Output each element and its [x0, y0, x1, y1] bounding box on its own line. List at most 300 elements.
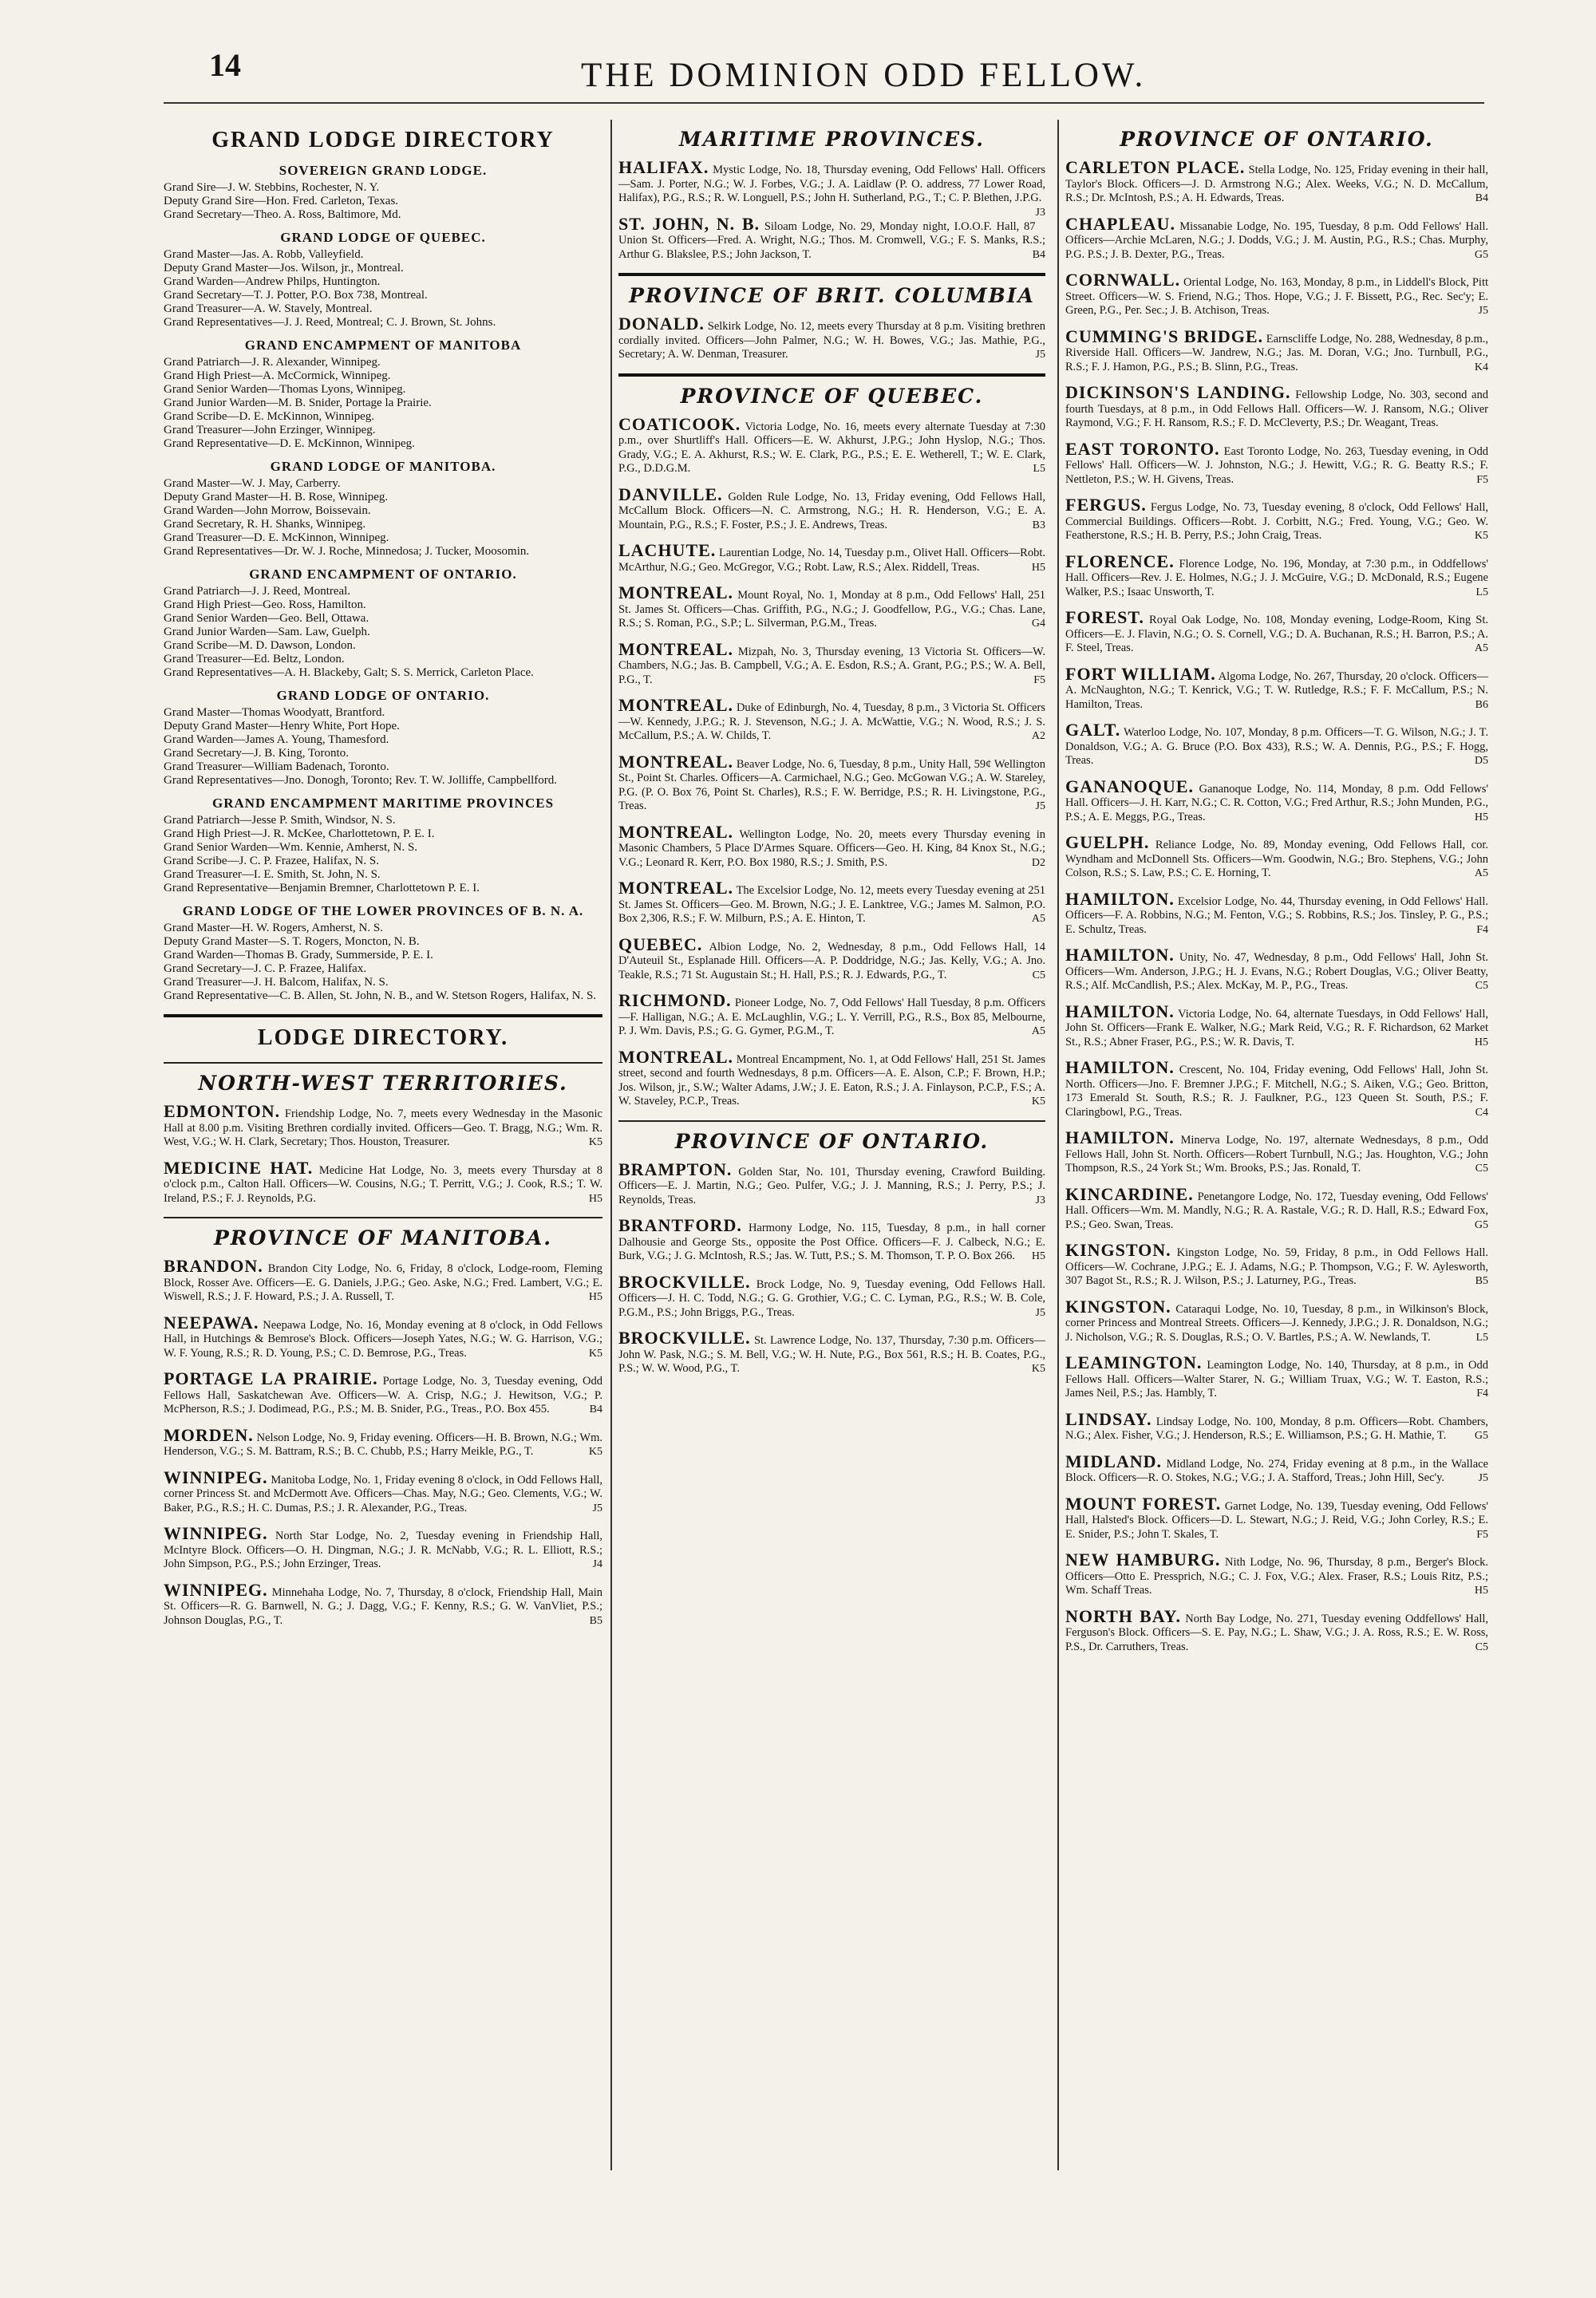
lodge-code: H5 [1031, 561, 1045, 574]
lodge-code: K5 [1031, 1363, 1045, 1375]
lodge-entry [1065, 607, 1488, 656]
lodge-town: HAMILTON. [1065, 1127, 1175, 1147]
lodge-details: Penetangore Lodge, No. 172, Tuesday evening, Odd Fellows' Hall. Officers—Wm. M. Mandly, N.G.; R. A. Rastale, V.G.; R. D. Hall, R.S.; Edward Fox, P.S.; Geo. Swan, Treas. [1065, 1190, 1488, 1231]
lodge-code: A5 [1031, 1025, 1045, 1037]
grand-lodge-name: GRAND LODGE OF THE LOWER PROVINCES OF B. N. A. [182, 903, 584, 918]
grand-lodge-block [164, 903, 602, 1003]
officer-line: Grand Scribe—M. D. Dawson, London. [164, 639, 356, 652]
lodge-entry [1065, 1451, 1488, 1486]
officer-line: Grand Representatives—Dr. W. J. Roche, Minnedosa; J. Tucker, Moosomin. [164, 545, 530, 558]
lodge-code: C4 [1475, 1106, 1488, 1119]
lodge-details: Nith Lodge, No. 96, Thursday, 8 p.m., Berger's Block. Officers—Otto E. Pressprich, N.G.; C. J. Fox, V.G.; Alex. Fraser, R.S.; Louis Ritz, P.S.; Wm. Schaff Treas. [1065, 1556, 1488, 1597]
officer-line: Grand Patriarch—Jesse P. Smith, Windsor, N. S. [164, 814, 396, 827]
lodge-town: BRANTFORD. [618, 1215, 742, 1235]
section-rule [164, 1217, 602, 1218]
lodge-details: St. Lawrence Lodge, No. 137, Thursday, 7:30 p.m. Officers—John W. Pask, N.G.; S. M. Bell, V.G.; W. H. Nute, P.G., Box 561, R.S.; H. B. Coates, P.G., P.S.; W. W. Wood, P.G., T. [618, 1334, 1045, 1375]
lodge-entry [164, 1312, 602, 1361]
lodge-code: J5 [592, 1502, 602, 1514]
lodge-town: HAMILTON. [1065, 888, 1175, 909]
lodge-details: Fellowship Lodge, No. 303, second and fourth Tuesdays, at 8 p.m., in Odd Fellows Hall. Officers—W. J. Ransom, N.G.; Oliver Raymond, V.G.; F. H. Ransom, R.S.; F. D. McCleverty, P.S.; Dr. Weagant, Treas. [1065, 389, 1488, 429]
lodge-code: B4 [1032, 248, 1045, 261]
lodge-code: F5 [1476, 473, 1488, 486]
lodge-town: COATICOOK. [618, 413, 741, 434]
lodge-entry [618, 413, 1045, 476]
officer-line: Grand Treasurer—William Badenach, Toronto. [164, 760, 389, 773]
lodge-code: F5 [1033, 673, 1045, 686]
lodge-code: J5 [1035, 800, 1045, 812]
lodge-details: Neepawa Lodge, No. 16, Monday evening at 8 o'clock, in Odd Fellows Hall, in Hutchings & Bemrose's Block. Officers—Joseph Yates, N.G.; W. G. Harrison, V.G.; W. F. Young, R.S.; R. D. Young, P.S.; C. D. Bemrose, P.G., Treas. [164, 1318, 602, 1360]
lodge-entry [164, 1157, 602, 1206]
lodge-code: J5 [1478, 305, 1488, 317]
lodge-details: Reliance Lodge, No. 89, Monday evening, Odd Fellows Hall, cor. Wyndham and McDonnell Sts. Officers—Wm. Goodwin, N.G.; Bro. Stephens, V.G.; John Colson, R.S.; S. Law, P.S.; C. E. Horning, T. [1065, 839, 1488, 879]
maritime-title: MARITIME PROVINCES. [679, 128, 985, 151]
lodge-town: FLORENCE. [1065, 551, 1175, 571]
lodge-entry [1065, 945, 1488, 993]
lodge-town: KINGSTON. [1065, 1240, 1171, 1260]
officer-line: Grand Treasurer—D. E. McKinnon, Winnipeg. [164, 531, 389, 544]
page-number: 14 [209, 47, 241, 83]
lodge-town: DANVILLE. [618, 484, 723, 504]
officer-line: Grand Secretary—J. B. King, Toronto. [164, 747, 349, 760]
lodge-code: D5 [1474, 755, 1488, 767]
lodge-code: F5 [1476, 1528, 1488, 1541]
officer-line: Deputy Grand Master—Henry White, Port Hope. [164, 720, 400, 732]
ontario-lodge-list [1065, 157, 1488, 1654]
lodge-code: F4 [1476, 1388, 1488, 1400]
lodge-details: Cataraqui Lodge, No. 10, Tuesday, 8 p.m., in Wilkinson's Block, corner Princess and Montreal Streets. Officers—J. Kennedy, J.P.G.; J. R. Donaldson, N.G.; J. Nicholson, V.G.; R. S. Douglas, R.S.; O. V. Bartles, P.S.; A. W. Newlands, T. [1065, 1302, 1488, 1344]
lodge-details: Duke of Edinburgh, No. 4, Tuesday, 8 p.m., 3 Victoria St. Officers—W. Kennedy, J.P.G.; R. J. Stevenson, N.G.; J. A. McWattie, V.G.; N. Wood, R.S.; J. S. McCallum, P.S.; A. W. Childs, T. [618, 701, 1045, 742]
officer-line: Grand Treasurer—A. W. Stavely, Montreal. [164, 302, 373, 315]
lodge-entry [618, 1328, 1045, 1376]
lodge-details: Laurentian Lodge, No. 14, Tuesday p.m., Olivet Hall. Officers—Robt. McArthur, N.G.; Geo. McGregor, V.G.; Robt. Law, R.S.; Alex. Riddell, Treas. [618, 547, 1045, 574]
ontario-lodge-list [618, 1159, 1045, 1376]
officer-line: Grand High Priest—Geo. Ross, Hamilton. [164, 598, 366, 611]
lodge-details: Royal Oak Lodge, No. 108, Monday evening, Lodge-Room, King St. Officers—E. J. Flavin, N.G.; O. S. Cornell, V.G.; D. A. Buchanan, R.S.; H. Barron, P.S.; A. F. Steel, Treas. [1065, 614, 1488, 654]
lodge-town: HAMILTON. [1065, 945, 1175, 965]
lodge-entry [1065, 1352, 1488, 1401]
section-rule [618, 1120, 1045, 1122]
officer-line: Grand Patriarch—J. R. Alexander, Winnipeg. [164, 356, 381, 369]
lodge-entry [164, 1467, 602, 1516]
grand-lodge-block [164, 163, 602, 222]
manitoba-title: PROVINCE OF MANITOBA. [214, 1226, 552, 1250]
lodge-town: NEW HAMBURG. [1065, 1550, 1221, 1570]
lodge-details: Oriental Lodge, No. 163, Monday, 8 p.m., in Liddell's Block, Pitt Street. Officers—W. S. Friend, N.G.; Thos. Hope, V.G.; J. F. Bissett, P.G., Rec. Sec'y; E. Green, P.G., Per. Sec.; J. B. Atchison, Treas. [1065, 276, 1488, 317]
lodge-entry [1065, 776, 1488, 825]
lodge-entry [1065, 720, 1488, 768]
lodge-entry [618, 990, 1045, 1039]
lodge-town: GALT. [1065, 720, 1121, 740]
grand-lodge-name: GRAND ENCAMPMENT OF MANITOBA [244, 338, 522, 353]
lodge-entry [1065, 1550, 1488, 1598]
lodge-entry [1065, 270, 1488, 318]
officer-line: Grand Senior Warden—Thomas Lyons, Winnipeg. [164, 383, 406, 396]
lodge-code: H5 [1474, 1585, 1488, 1597]
quebec-title: PROVINCE OF QUEBEC. [680, 384, 984, 408]
lodge-entry [1065, 213, 1488, 263]
grand-lodge-name: SOVEREIGN GRAND LODGE. [279, 163, 488, 178]
lodge-details: Harmony Lodge, No. 115, Tuesday, 8 p.m., in hall corner Dalhousie and George Sts., opposite the Post Office. Officers—F. J. Calbeck, N.G.; E. Burk, V.G.; J. G. McIntosh, R.S.; Jas. W. Tutt, P.S.; S. M. Thomson, T. P. O. Box 266. [618, 1222, 1045, 1262]
officer-line: Grand Secretary—T. J. Potter, P.O. Box 738, Montreal. [164, 289, 428, 302]
lodge-details: Albion Lodge, No. 2, Wednesday, 8 p.m., Odd Fellows Hall, 14 D'Auteuil St., Esplanade Hill. Officers—A. P. Doddridge, N.G.; Jas. Kelly, V.G.; A. Jno. Teakle, R.S.; 71 St. Augustain St.; H. Hall, P.S.; R. J. Edwards, P.G., T. [618, 940, 1045, 981]
lodge-details: Friendship Lodge, No. 7, meets every Wednesday in the Masonic Hall at 8.00 p.m. Visiting Brethren cordially invited. Officers—Geo. T. Bragg, N.G.; Wm. R. West, V.G.; W. H. Clark, Secretary; Thos. Houston, Treasurer. [164, 1108, 602, 1148]
lodge-entry [618, 751, 1045, 814]
column-left [164, 120, 602, 2282]
lodge-code: C5 [1475, 980, 1488, 992]
lodge-code: K5 [1474, 530, 1488, 542]
lodge-entry [1065, 326, 1488, 375]
lodge-entry [618, 213, 1045, 263]
lodge-entry [164, 1256, 602, 1305]
header-rule [164, 102, 1484, 104]
lodge-town: MIDLAND. [1065, 1451, 1163, 1471]
lodge-code: K5 [588, 1446, 602, 1458]
lodge-entry [618, 934, 1045, 983]
lodge-entry [1065, 888, 1488, 938]
lodge-entry [618, 878, 1045, 926]
lodge-details: Kingston Lodge, No. 59, Friday, 8 p.m., in Odd Fellows Hall. Officers—W. Cochrane, J.P.G.; E. J. Adams, N.G.; P. Thompson, V.G.; F. W. Aylesworth, 307 Bagot St., R.S.; R. J. Wilson, P.S.; J. Laturney, P.G., Treas. [1065, 1246, 1488, 1287]
officer-line: Grand Treasurer—John Erzinger, Winnipeg. [164, 424, 376, 436]
lodge-town: MOUNT FOREST. [1065, 1493, 1222, 1514]
bc-title: PROVINCE OF BRIT. COLUMBIA [629, 284, 1035, 307]
lodge-code: L5 [1476, 586, 1488, 598]
bc-lodge-list [618, 314, 1045, 362]
officer-line: Grand Representatives—A. H. Blackeby, Galt; S. S. Merrick, Carleton Place. [164, 666, 534, 679]
lodge-details: Waterloo Lodge, No. 107, Monday, 8 p.m. Officers—T. G. Wilson, N.G.; J. T. Donaldson, V.G.; A. G. Bruce (P.O. Box 433), R.S.; W. A. Dennis, P.G., P.S.; F. Hogg, Treas. [1065, 726, 1488, 767]
officer-line: Grand Treasurer—Ed. Beltz, London. [164, 653, 345, 665]
lodge-details: Mystic Lodge, No. 18, Thursday evening, Odd Fellows' Hall. Officers—Sam. J. Porter, N.G.; W. J. Forbes, V.G.; J. A. Laidlaw (P. O. address, 77 Lower Road, Halifax), P.G., R.S.; R. W. Longuell, P.S.; John H. Sutherland, P.G., T.; C. P. Blethen, J.P.G. [618, 164, 1045, 204]
lodge-code: J5 [1478, 1472, 1488, 1484]
officer-line: Grand Master—Thomas Woodyatt, Brantford. [164, 706, 385, 719]
lodge-code: H5 [1031, 1250, 1045, 1262]
section-rule [164, 1062, 602, 1064]
lodge-entry [618, 1046, 1045, 1109]
officer-line: Deputy Grand Master—S. T. Rogers, Moncton, N. B. [164, 935, 420, 948]
nwt-lodge-list [164, 1101, 602, 1206]
lodge-town: MEDICINE HAT. [164, 1157, 314, 1178]
lodge-code: B4 [1475, 192, 1488, 204]
officer-line: Deputy Grand Master—Jos. Wilson, jr., Montreal. [164, 262, 404, 274]
officer-line: Grand Representatives—Jno. Donogh, Toronto; Rev. T. W. Jolliffe, Campbellford. [164, 774, 558, 787]
lodge-town: LINDSAY. [1065, 1408, 1152, 1429]
lodge-code: C5 [1475, 1641, 1488, 1653]
lodge-town: LEAMINGTON. [1065, 1352, 1203, 1372]
lodge-entry [1065, 663, 1488, 713]
lodge-details: Midland Lodge, No. 274, Friday evening at 8 p.m., in the Wallace Block. Officers—R. O. Stokes, N.G.; V.G.; J. A. Stafford, Treas.; John Hill, Sec'y. [1065, 1457, 1488, 1484]
officer-line: Grand Master—W. J. May, Carberry. [164, 477, 341, 490]
lodge-town: LACHUTE. [618, 540, 717, 560]
officer-line: Grand Senior Warden—Geo. Bell, Ottawa. [164, 612, 369, 625]
lodge-code: D2 [1031, 856, 1045, 869]
grand-lodge-block [164, 796, 602, 895]
lodge-entry [164, 1368, 602, 1417]
grand-lodge-block [164, 230, 602, 330]
officer-line: Grand Representative—D. E. McKinnon, Winnipeg. [164, 437, 415, 450]
officer-line: Grand Representative—C. B. Allen, St. John, N. B., and W. Stetson Rogers, Halifax, N. S. [164, 989, 597, 1002]
lodge-directory-title: LODGE DIRECTORY. [257, 1025, 509, 1050]
lodge-town: DONALD. [618, 314, 705, 334]
lodge-town: MONTREAL. [618, 582, 734, 602]
lodge-town: MONTREAL. [618, 751, 734, 772]
lodge-details: Portage Lodge, No. 3, Tuesday evening, Odd Fellows Hall, Saskatchewan Ave. Officers—W. A. Crisp, N.G.; J. Hewitson, V.G.; P. McPherson, R.S.; J. Dodimead, P.G., P.S.; M. B. Snider, P.G., Treas., P.O. Box 455. [164, 1375, 602, 1416]
lodge-entry [1065, 382, 1488, 431]
quebec-lodge-list [618, 413, 1045, 1109]
officer-line: Grand Warden—John Morrow, Boissevain. [164, 504, 371, 517]
lodge-town: MORDEN. [164, 1424, 254, 1445]
lodge-details: Mount Royal, No. 1, Monday at 8 p.m., Odd Fellows' Hall, 251 St. James St. Officers—Chas. Griffith, P.G., N.G.; J. Goodfellow, P.G., V.G.; Chas. Lane, R.S.; S. Roman, P.G., S.P.; L. Silverman, P.G.M., Treas. [618, 589, 1045, 630]
officer-line: Grand High Priest—J. R. McKee, Charlottetown, P. E. I. [164, 827, 435, 840]
lodge-code: A5 [1474, 867, 1488, 879]
lodge-code: L5 [1033, 463, 1045, 475]
grand-lodge-directory-title: GRAND LODGE DIRECTORY [211, 128, 555, 152]
officer-line: Grand High Priest—A. McCormick, Winnipeg. [164, 369, 391, 382]
lodge-code: G4 [1031, 618, 1045, 630]
lodge-details: Minerva Lodge, No. 197, alternate Wednesdays, 8 p.m., Odd Fellows Hall, John St. North. Officers—Robert Turnbull, N.G.; Jas. Houghton, V.G.; John Thompson, R.S., 24 York St.; Wm. Brooks, P.S.; Jas. Ronald, T. [1065, 1134, 1488, 1175]
lodge-code: G5 [1474, 1430, 1488, 1442]
lodge-code: H5 [1474, 1036, 1488, 1048]
lodge-entry [164, 1101, 602, 1150]
lodge-town: CUMMING'S BRIDGE. [1065, 326, 1264, 346]
lodge-details: North Star Lodge, No. 2, Tuesday evening in Friendship Hall, McIntyre Block. Officers—O. H. Dingman, N.G.; J. R. McNabb, V.G.; R. L. Elliott, R.S.; John Simpson, P.G., P.S.; John Erzinger, Treas. [164, 1530, 602, 1570]
grand-lodge-name: GRAND LODGE OF MANITOBA. [270, 459, 496, 474]
lodge-details: Leamington Lodge, No. 140, Thursday, at 8 p.m., in Odd Fellows Hall. Officers—Walter Starer, N. G.; William Truax, V.G.; W. T. Easton, R.S.; James Neil, P.S.; Jas. Hambly, T. [1065, 1359, 1488, 1400]
lodge-code: B5 [1475, 1275, 1488, 1287]
lodge-code: A5 [1474, 642, 1488, 654]
lodge-entry [618, 695, 1045, 744]
lodge-town: WINNIPEG. [164, 1523, 268, 1543]
lodge-town: MONTREAL. [618, 878, 734, 898]
lodge-details: Montreal Encampment, No. 1, at Odd Fellows' Hall, 251 St. James street, second and fourth Wednesdays, 8 p.m. Officers—A. E. Alson, C.P.; F. Brown, H.P.; Jos. Wilson, jr., S.W.; Walter Adams, J.W.; J. E. Eaton, R.S.; J. A. Finlayson, P.C.P., F.S.; A. W. Staveley, P.C.P., Treas. [618, 1052, 1045, 1108]
officer-line: Grand Junior Warden—Sam. Law, Guelph. [164, 626, 370, 638]
lodge-entry [1065, 1296, 1488, 1345]
lodge-entry [164, 1424, 602, 1459]
lodge-town: CHAPLEAU. [1065, 213, 1175, 234]
lodge-entry [618, 821, 1045, 871]
lodge-details: North Bay Lodge, No. 271, Tuesday evening Oddfellows' Hall, Ferguson's Block. Officers—S. E. Pay, N.G.; L. Shaw, V.G.; J. A. Ross, R.S.; E. W. Ross, P.S., Dr. Carruthers, Treas. [1065, 1612, 1488, 1653]
lodge-details: Unity, No. 47, Wednesday, 8 p.m., Odd Fellows' Hall, John St. Officers—Wm. Anderson, J.P.G.; H. J. Evans, N.G.; Robert Douglas, V.G.; Oliver Beatty, R.S.; Alf. McCandlish, P.S.; Alex. McKay, M. P., P.G., Treas. [1065, 951, 1488, 992]
lodge-details: Victoria Lodge, No. 16, meets every alternate Tuesday at 7:30 p.m., over Shurtliff's Hall. Officers—E. W. Akhurst, J.P.G.; John Hyslop, N.G.; Thos. Grady, V.G.; E. A. Akhurst, R.S.; W. E. Clark, P.G., P.S.; E. E. Wetherell, T.; W. E. Clark, P.G., D.D.G.M. [618, 420, 1045, 475]
lodge-town: GANANOQUE. [1065, 776, 1194, 796]
lodge-town: HAMILTON. [1065, 1001, 1175, 1021]
lodge-town: WINNIPEG. [164, 1467, 268, 1487]
lodge-details: Golden Rule Lodge, No. 13, Friday evening, Odd Fellows Hall, McCallum Block. Officers—N. C. Armstrong, N.G.; H. R. Henderson, V.G.; E. A. Mountain, P.G., R.S.; F. Foster, P.S.; J. E. Andrews, Treas. [618, 490, 1045, 531]
lodge-entry [1065, 157, 1488, 206]
officer-line: Grand Warden—Andrew Philps, Huntington. [164, 275, 381, 288]
grand-lodge-name: GRAND ENCAMPMENT MARITIME PROVINCES [211, 796, 555, 811]
column-divider [1057, 120, 1059, 2170]
lodge-town: BRAMPTON. [618, 1159, 733, 1179]
lodge-town: WINNIPEG. [164, 1579, 268, 1600]
lodge-town: ST. JOHN, N. B. [618, 213, 760, 234]
officer-line: Deputy Grand Sire—Hon. Fred. Carleton, Texas. [164, 195, 399, 207]
lodge-town: KINCARDINE. [1065, 1183, 1194, 1204]
lodge-entry [1065, 1408, 1488, 1443]
lodge-code: H5 [1474, 811, 1488, 823]
lodge-entry [1065, 438, 1488, 488]
lodge-details: Brock Lodge, No. 9, Tuesday evening, Odd Fellows Hall. Officers—J. H. C. Todd, N.G.; G. G. Grothier, V.G.; C. C. Lyman, P.G., R.S.; W. B. Cole, P.G.M., P.S.; John Briggs, P.G., Treas. [618, 1277, 1045, 1319]
lodge-town: BROCKVILLE. [618, 1328, 751, 1348]
lodge-town: MONTREAL. [618, 1046, 734, 1067]
lodge-code: K5 [588, 1136, 602, 1148]
lodge-code: J3 [1035, 206, 1045, 219]
officer-line: Grand Secretary—J. C. P. Frazee, Halifax. [164, 962, 367, 975]
manitoba-lodge-list [164, 1256, 602, 1628]
lodge-town: DICKINSON'S LANDING. [1065, 382, 1291, 402]
section-rule [618, 373, 1045, 377]
lodge-details: Earnscliffe Lodge, No. 288, Wednesday, 8 p.m., Riverside Hall. Officers—W. Jandrew, N.G.; Jas. M. Doran, V.G.; Jno. Turnbull, P.G., R.S.; F. J. Hamon, P.G., P.S.; B. Slinn, P.G., Treas. [1065, 332, 1488, 373]
officer-line: Grand Patriarch—J. J. Reed, Montreal. [164, 585, 351, 598]
lodge-details: Brandon City Lodge, No. 6, Friday, 8 o'clock, Lodge-room, Fleming Block, Rosser Ave. Officers—E. G. Daniels, J.P.G.; Geo. Aske, N.G.; Fred. Lambert, V.G.; E. Wiswell, R.S.; J. F. Howard, P.S.; J. A. Russell, T. [164, 1262, 602, 1303]
officer-line: Grand Master—H. W. Rogers, Amherst, N. S. [164, 922, 383, 934]
lodge-town: HALIFAX. [618, 157, 709, 177]
lodge-code: H5 [588, 1192, 602, 1205]
lodge-details: Fergus Lodge, No. 73, Tuesday evening, 8 o'clock, Odd Fellows' Hall, Commercial Buildings. Officers—Robt. J. Corbitt, N.G.; Fred. Young, V.G.; Geo. W. Featherstone, R.S.; H. B. Perry, P.S.; John Craig, Treas. [1065, 501, 1488, 542]
lodge-entry [618, 1215, 1045, 1264]
lodge-details: Medicine Hat Lodge, No. 3, meets every Thursday at 8 o'clock p.m., Calton Hall. Officers—W. Cousins, N.G.; T. Perritt, V.G.; J. Cook, R.S.; T. W. Ireland, P.S.; F. J. Reynolds, P.G. [164, 1163, 602, 1205]
lodge-code: A5 [1031, 913, 1045, 925]
lodge-details: Minnehaha Lodge, No. 7, Thursday, 8 o'clock, Friendship Hall, Main St. Officers—R. G. Barnwell, N. G.; J. Dagg, V.G.; F. Kenny, R.S.; G. W. VanVliet, P.S.; Johnson Douglas, P.G., T. [164, 1585, 602, 1627]
lodge-entry [1065, 1240, 1488, 1289]
lodge-details: Mizpah, No. 3, Thursday evening, 13 Victoria St. Officers—W. Chambers, N.G.; Jas. B. Campbell, V.G.; A. E. Esdon, R.S.; A. Grant, P.G.; P.S.; W. A. Bell, P.G., T. [618, 645, 1045, 686]
lodge-details: Selkirk Lodge, No. 12, meets every Thursday at 8 p.m. Visiting brethren cordially invited. Officers—John Palmer, N.G.; W. H. Bowes, V.G.; Jas. Mathie, P.G., Secretary; A. W. Denman, Treasurer. [618, 320, 1045, 361]
lodge-town: FERGUS. [1065, 495, 1147, 515]
lodge-details: Excelsior Lodge, No. 44, Thursday evening, in Odd Fellows' Hall. Officers—F. A. Robbins, N.G.; M. Fenton, V.G.; S. Robbins, R.S.; Jos. Tinsley, P. G., P.S.; E. Schultz, Treas. [1065, 894, 1488, 936]
maritime-lodge-list [618, 157, 1045, 262]
grand-lodge-name: GRAND LODGE OF QUEBEC. [280, 230, 486, 245]
lodge-details: Golden Star, No. 101, Thursday evening, Crawford Building. Officers—E. J. Martin, N.G.; Geo. Pulfer, V.G.; J. J. Manning, R.S.; J. Perry, P.S.; J. Reynolds, Treas. [618, 1165, 1045, 1206]
grand-lodge-list [164, 163, 602, 1003]
officer-line: Grand Secretary—Theo. A. Ross, Baltimore, Md. [164, 208, 401, 221]
lodge-entry [618, 157, 1045, 219]
lodge-code: B6 [1475, 698, 1488, 711]
column-right [1065, 120, 1488, 2282]
lodge-code: G5 [1474, 248, 1488, 261]
grand-lodge-block [164, 459, 602, 559]
section-rule [164, 1014, 602, 1017]
lodge-details: Lindsay Lodge, No. 100, Monday, 8 p.m. Officers—Robt. Chambers, N.G.; Alex. Fisher, V.G.; J. Henderson, R.S.; E. Williamson, P.S.; G. H. Mathie, T. [1065, 1415, 1488, 1442]
lodge-details: Garnet Lodge, No. 139, Tuesday evening, Odd Fellows' Hall, Halsted's Block. Officers—D. L. Stewart, N.G.; J. Reid, V.G.; John Corley, R.S.; E. E. Snider, P.S.; John T. Skales, T. [1065, 1499, 1488, 1541]
lodge-code: C5 [1032, 969, 1045, 981]
lodge-details: Wellington Lodge, No. 20, meets every Thursday evening in Masonic Chambers, 5 Place D'Armes Square. Officers—Geo. H. King, 84 Knox St., N.G.; V.G.; Leonard R. Kerr, P.O. Box 1980, R.S.; J. Smith, P.S. [618, 827, 1045, 869]
lodge-entry [618, 638, 1045, 688]
lodge-town: CORNWALL. [1065, 270, 1181, 290]
lodge-code: B5 [589, 1614, 602, 1627]
officer-line: Grand Treasurer—J. H. Balcom, Halifax, N. S. [164, 976, 389, 989]
lodge-entry [1065, 1605, 1488, 1655]
lodge-town: MONTREAL. [618, 695, 734, 715]
officer-line: Grand Junior Warden—M. B. Snider, Portage la Prairie. [164, 397, 432, 409]
lodge-details: Crescent, No. 104, Friday evening, Odd Fellows' Hall, John St. North. Officers—Jno. F. Bremner J.P.G.; F. Mitchell, N.G.; S. Aiken, V.G.; Geo. Britton, 173 Emerald St. South, R.S.; R. J. Faulkner, P.G., 123 Queen St. South, P.S.; F. Claringbowl, P.G., Treas. [1065, 1064, 1488, 1119]
lodge-town: MONTREAL. [618, 638, 734, 659]
grand-lodge-name: GRAND LODGE OF ONTARIO. [276, 688, 490, 703]
column-divider [610, 120, 612, 2170]
lodge-code: C5 [1475, 1163, 1488, 1175]
masthead-title: THE DOMINION ODD FELLOW. [581, 57, 1147, 94]
lodge-town: HAMILTON. [1065, 1057, 1175, 1077]
lodge-details: Gananoque Lodge, No. 114, Monday, 8 p.m. Odd Fellows' Hall. Officers—J. H. Karr, N.G.; C. R. Cotton, V.G.; Fred Arthur, R.S.; John Munden, P.G., P.S.; A. E. Meggs, P.G., Treas. [1065, 782, 1488, 823]
lodge-town: EDMONTON. [164, 1101, 281, 1121]
officer-line: Grand Master—Jas. A. Robb, Valleyfield. [164, 248, 364, 261]
lodge-code: L5 [1476, 1331, 1488, 1344]
officer-line: Grand Scribe—D. E. McKinnon, Winnipeg. [164, 410, 375, 423]
lodge-town: PORTAGE LA PRAIRIE. [164, 1368, 378, 1388]
lodge-town: FOREST. [1065, 607, 1144, 627]
lodge-code: K4 [1474, 361, 1488, 373]
lodge-code: B3 [1032, 519, 1045, 531]
lodge-code: K5 [588, 1347, 602, 1360]
lodge-entry [1065, 1183, 1488, 1233]
section-rule [618, 273, 1045, 276]
lodge-details: Missanabie Lodge, No. 195, Tuesday, 8 p.m. Odd Fellows' Hall. Officers—Archie McLaren, N.G.; J. Dodds, V.G.; J. M. Austin, P.G., R.S.; Chas. Murphy, P.G. P.S.; J. B. Dexter, P.G., Treas. [1065, 219, 1488, 261]
lodge-entry [618, 582, 1045, 631]
lodge-code: J5 [1035, 1306, 1045, 1319]
officer-line: Grand Representatives—J. J. Reed, Montreal; C. J. Brown, St. Johns. [164, 316, 496, 329]
lodge-entry [618, 314, 1045, 362]
lodge-town: KINGSTON. [1065, 1296, 1171, 1317]
lodge-town: FORT WILLIAM. [1065, 663, 1216, 684]
lodge-code: K5 [1031, 1096, 1045, 1108]
lodge-entry [1065, 495, 1488, 543]
lodge-details: Siloam Lodge, No. 29, Monday night, I.O.O.F. Hall, 87 Union St. Officers—Fred. A. Wright, N.G.; Thos. M. Cromwell, V.G.; F. S. Manks, R.S.; Arthur G. Blakslee, P.S.; John Jackson, T. [618, 219, 1045, 261]
lodge-code: J3 [1035, 1194, 1045, 1206]
grand-lodge-name: GRAND ENCAMPMENT OF ONTARIO. [249, 567, 517, 582]
lodge-town: RICHMOND. [618, 990, 732, 1010]
officer-line: Deputy Grand Master—H. B. Rose, Winnipeg. [164, 491, 389, 503]
lodge-town: BRANDON. [164, 1256, 263, 1276]
lodge-code: H5 [588, 1291, 602, 1303]
lodge-details: Florence Lodge, No. 196, Monday, at 7:30 p.m., in Oddfellows' Hall. Officers—Rev. J. E. Holmes, N.G.; J. J. McGuire, V.G.; D. McDonald, R.S.; Eugene Walker, P.S.; Isaac Unsworth, T. [1065, 557, 1488, 598]
lodge-entry [1065, 1127, 1488, 1176]
officer-line: Grand Sire—J. W. Stebbins, Rochester, N. Y. [164, 181, 380, 194]
column-middle [618, 120, 1045, 2282]
officer-line: Grand Scribe—J. C. P. Frazee, Halifax, N. S. [164, 855, 379, 867]
officer-line: Grand Warden—Thomas B. Grady, Summerside, P. E. I. [164, 949, 433, 961]
lodge-entry [1065, 551, 1488, 600]
lodge-entry [164, 1523, 602, 1572]
officer-line: Grand Warden—James A. Young, Thamesford. [164, 733, 389, 746]
lodge-entry [164, 1579, 602, 1629]
lodge-code: A2 [1031, 730, 1045, 742]
lodge-details: Algoma Lodge, No. 267, Thursday, 20 o'clock. Officers—A. McNaughton, N.G.; T. Kenrick, V.G.; T. W. Rutledge, R.S.; F. F. McCallum, P.S.; N. Hamilton, Treas. [1065, 669, 1488, 711]
ontario-title-middle: PROVINCE OF ONTARIO. [674, 1129, 990, 1153]
lodge-code: G5 [1474, 1218, 1488, 1231]
nwt-title: NORTH-WEST TERRITORIES. [198, 1072, 568, 1095]
lodge-town: NEEPAWA. [164, 1312, 259, 1333]
lodge-entry [618, 540, 1045, 574]
grand-lodge-block [164, 688, 602, 788]
lodge-details: Pioneer Lodge, No. 7, Odd Fellows' Hall Tuesday, 8 p.m. Officers—F. Halligan, N.G.; A. E. McLaughlin, V.G.; L. Y. Verrill, P.G., R.S., Box 85, Melbourne, P. J. Wm. Davis, P.S.; G. G. Gymer, P.G.M., T. [618, 997, 1045, 1037]
lodge-details: Victoria Lodge, No. 64, alternate Tuesdays, in Odd Fellows' Hall, John St. Officers—Frank E. Walker, N.G.; Mark Reid, V.G.; R. F. Richardson, 62 Market St., R.S.; Abner Fraser, P.G., P.S.; W. R. Davis, T. [1065, 1007, 1488, 1048]
lodge-details: The Excelsior Lodge, No. 12, meets every Tuesday evening at 251 St. James St. Officers—Geo. M. Brown, N.G.; J. E. Lanktree, V.G.; James M. Salmon, P.O. Box 2,306, R.S.; F. W. Milburn, P.S.; A. E. Hinton, T. [618, 884, 1045, 925]
lodge-code: B4 [589, 1404, 602, 1416]
officer-line: Grand Secretary, R. H. Shanks, Winnipeg. [164, 518, 366, 531]
lodge-details: Nelson Lodge, No. 9, Friday evening. Officers—H. B. Brown, N.G.; Wm. Henderson, V.G.; S. M. Battram, R.S.; B. C. Chubb, P.S.; Harry Meikle, P.G., T. [164, 1431, 602, 1458]
lodge-town: EAST TORONTO. [1065, 438, 1220, 459]
lodge-code: J5 [1035, 349, 1045, 361]
lodge-code: F4 [1476, 923, 1488, 936]
lodge-details: Stella Lodge, No. 125, Friday evening in their hall, Taylor's Block. Officers—J. D. Armstrong N.G.; Alex. Weeks, V.G.; N. D. McCallum, R.S.; Dr. McIntosh, P.S.; A. H. Edwards, Treas. [1065, 164, 1488, 204]
lodge-entry [1065, 1057, 1488, 1119]
ontario-title-right: PROVINCE OF ONTARIO. [1120, 128, 1434, 151]
lodge-entry [618, 1159, 1045, 1208]
lodge-entry [1065, 1493, 1488, 1542]
lodge-town: BROCKVILLE. [618, 1271, 751, 1292]
lodge-entry [1065, 1001, 1488, 1050]
grand-lodge-block [164, 338, 602, 451]
lodge-town: NORTH BAY. [1065, 1605, 1181, 1626]
officer-line: Grand Senior Warden—Wm. Kennie, Amherst, N. S. [164, 841, 418, 854]
lodge-town: CARLETON PLACE. [1065, 157, 1246, 177]
